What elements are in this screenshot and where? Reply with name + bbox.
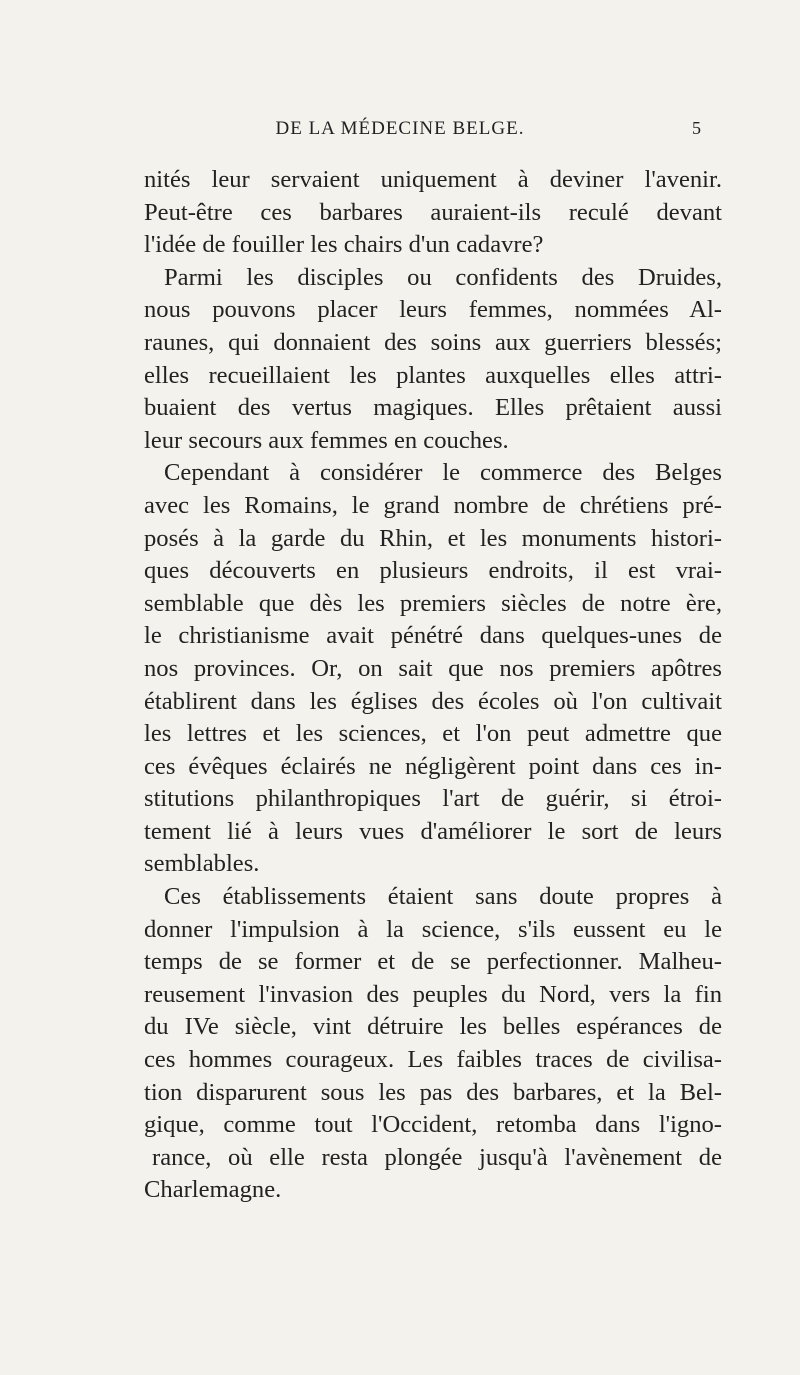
text-line: nous pouvons placer leurs femmes, nommées Al- [144, 296, 722, 324]
text-line: reusement l'invasion des peuples du Nord, vers la fin [144, 980, 722, 1008]
text-line: l'idée de fouiller les chairs d'un cadavre? [144, 231, 544, 259]
text-line: du IVe siècle, vint détruire les belles espérances de [144, 1013, 722, 1041]
text-line: Peut-être ces barbares auraient-ils reculé devant [144, 198, 722, 226]
text-line: raunes, qui donnaient des soins aux guerriers blessés; [144, 328, 722, 356]
text-line: établirent dans les églises des écoles où l'on cultivait [144, 687, 722, 715]
text-line: buaient des vertus magiques. Elles prêtaient aussi [144, 394, 722, 422]
text-line: stitutions philanthropiques l'art de guérir, si étroi- [144, 785, 722, 813]
text-line: ques découverts en plusieurs endroits, il est vrai- [144, 557, 722, 585]
text-line: posés à la garde du Rhin, et les monuments histori- [144, 524, 722, 552]
text-line: les lettres et les sciences, et l'on peut admettre que [144, 720, 722, 748]
text-line: rance, où elle resta plongée jusqu'à l'avènement de [152, 1143, 722, 1171]
text-line: donner l'impulsion à la science, s'ils eussent eu le [144, 915, 722, 943]
text-line: ces évêques éclairés ne négligèrent point dans ces in- [144, 752, 722, 780]
text-line: tement lié à leurs vues d'améliorer le sort de leurs [144, 817, 722, 845]
text-line: leur secours aux femmes en couches. [144, 426, 509, 454]
text-line: Parmi les disciples ou confidents des Druides, [164, 263, 722, 291]
text-line: semblables. [144, 850, 260, 878]
text-line: temps de se former et de se perfectionner. Malheu- [144, 948, 722, 976]
text-line: ces hommes courageux. Les faibles traces de civilisa- [144, 1046, 722, 1074]
text-line: nités leur servaient uniquement à deviner l'avenir. [144, 166, 722, 193]
text-line: avec les Romains, le grand nombre de chrétiens pré- [144, 491, 722, 519]
page-header [150, 118, 710, 148]
text-line: nos provinces. Or, on sait que nos premiers apôtres [144, 654, 722, 682]
text-line: elles recueillaient les plantes auxquelles elles attri- [144, 361, 722, 389]
text-line: semblable que dès les premiers siècles de notre ère, [144, 589, 722, 617]
text-line: Charlemagne. [144, 1176, 282, 1204]
body-text [144, 164, 722, 1207]
text-line: tion disparurent sous les pas des barbares, et la Bel- [144, 1078, 722, 1106]
text-line: le christianisme avait pénétré dans quelques-unes de [144, 622, 722, 650]
text-line: Ces établissements étaient sans doute propres à [164, 883, 722, 911]
page-number: 5 [692, 118, 702, 138]
text-line: gique, comme tout l'Occident, retomba dans l'igno- [144, 1111, 722, 1139]
running-head: DE LA MÉDECINE BELGE. [275, 118, 525, 139]
text-line: Cependant à considérer le commerce des Belges [164, 459, 722, 487]
